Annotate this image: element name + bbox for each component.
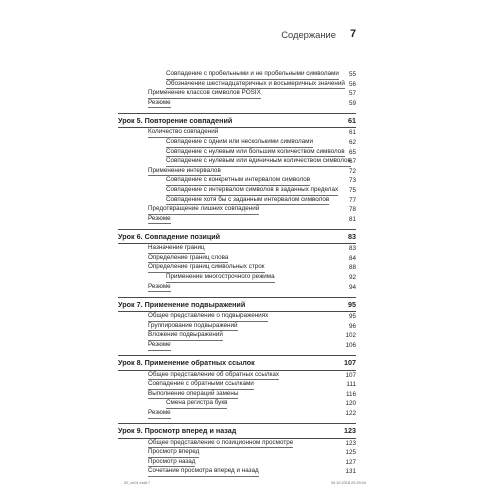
toc-lesson-heading [118, 424, 356, 437]
entry-title: Группирование подвыражений [148, 322, 238, 332]
entry-page-number: 73 [348, 177, 356, 185]
toc-entry [118, 390, 356, 400]
toc-entry [118, 371, 356, 381]
entry-title: Совпадение с конкретным интервалом символов [166, 176, 310, 186]
section-title: Содержание [281, 29, 336, 40]
folio-timestamp: 09.10.2018 20:29:04 [331, 481, 366, 485]
toc-lesson-heading [118, 114, 356, 127]
entry-title: Совпадение с одним или несколькими символами [166, 138, 313, 148]
entry-title: Совпадение с нулевым или большим количеством символов [166, 148, 345, 158]
entry-title: Смена регистра букв [166, 399, 227, 409]
entry-page-number: 84 [348, 254, 356, 262]
toc-entry [118, 409, 356, 419]
lesson-title: Урок 9. Просмотр вперед и назад [118, 426, 237, 436]
toc-entry [118, 176, 356, 186]
entry-title: Сочетание просмотра вперед и назад [148, 467, 259, 477]
entry-title: Просмотр вперед [148, 448, 199, 458]
entry-page-number: 55 [348, 71, 356, 78]
entry-title: Общее представление о подвыражениях [148, 312, 268, 322]
toc-entry [118, 273, 356, 283]
toc-lesson-heading [118, 230, 356, 243]
toc-entry [118, 89, 356, 99]
toc-entry [118, 244, 356, 254]
entry-title: Применение интервалов [148, 167, 221, 177]
entry-title: Совпадение с обратными ссылками [148, 380, 254, 390]
toc-entry [118, 128, 356, 138]
toc-entry [118, 439, 356, 449]
entry-title: Общее представление об обратных ссылках [148, 371, 279, 381]
entry-title: Совпадение с нулевым или единичным количеством символов [166, 157, 351, 167]
toc-entry [118, 380, 356, 390]
entry-page-number: 81 [348, 215, 356, 223]
entry-title: Обозначение шестнадцатеричных и восьмеричных значений [166, 80, 345, 90]
entry-title: Вложение подвыражений [148, 331, 223, 341]
entry-title: Резюме [148, 341, 171, 351]
entry-page-number: 123 [345, 439, 356, 447]
entry-page-number: 88 [348, 264, 356, 272]
entry-title: Резюме [148, 99, 171, 109]
entry-page-number: 83 [348, 245, 356, 253]
entry-page-number: 95 [348, 313, 356, 321]
entry-page-number: 107 [344, 358, 356, 368]
entry-page-number: 106 [345, 342, 356, 350]
toc-entry [118, 157, 356, 167]
entry-page-number: 72 [348, 167, 356, 175]
entry-page-number: 120 [345, 400, 356, 408]
entry-title: Выполнение операций замены [148, 390, 238, 400]
entry-page-number: 92 [348, 274, 356, 282]
toc-entry [118, 312, 356, 322]
entry-title: Резюме [148, 215, 171, 225]
entry-page-number: 107 [345, 371, 356, 379]
toc-lesson-heading [118, 298, 356, 311]
toc-entry [118, 205, 356, 215]
lesson-title: Урок 7. Применение подвыражений [118, 299, 246, 309]
entry-page-number: 116 [345, 390, 356, 398]
entry-title: Совпадение с пробельными и не пробельными символами [166, 70, 339, 80]
entry-title: Совпадение хотя бы с заданным интервалом символов [166, 196, 329, 206]
entry-page-number: 95 [348, 299, 356, 309]
entry-title: Общее представление о позиционном просмотре [148, 439, 293, 449]
entry-title: Резюме [148, 283, 171, 293]
lesson-title: Урок 8. Применение обратных ссылок [118, 358, 255, 368]
lesson-title: Урок 5. Повторение совпадений [118, 115, 233, 125]
entry-page-number: 125 [345, 449, 356, 457]
toc-entry [118, 283, 356, 293]
entry-page-number: 57 [348, 90, 356, 98]
toc-entry [118, 322, 356, 332]
toc-entry [118, 254, 356, 264]
entry-page-number: 94 [348, 283, 356, 291]
entry-page-number: 78 [348, 206, 356, 214]
entry-page-number: 56 [348, 80, 356, 88]
toc-entry [118, 331, 356, 341]
running-head [118, 28, 356, 42]
toc-entry [118, 399, 356, 409]
lesson-title: Урок 6. Совпадение позиций [118, 231, 221, 241]
page-number: 7 [350, 28, 356, 40]
toc-entry [118, 186, 356, 196]
toc-entry [118, 99, 356, 109]
toc-entry [118, 80, 356, 90]
toc-entry [118, 467, 356, 477]
toc-entry [118, 458, 356, 468]
entry-title: Просмотр назад [148, 458, 195, 468]
entry-page-number: 111 [346, 381, 356, 389]
entry-page-number: 123 [344, 426, 356, 436]
entry-title: Резюме [148, 409, 171, 419]
entry-page-number: 96 [348, 322, 356, 330]
toc-entry [118, 263, 356, 273]
entry-page-number: 62 [348, 138, 356, 146]
entry-page-number: 61 [348, 129, 356, 137]
entry-page-number: 65 [348, 148, 356, 156]
toc-entry [118, 196, 356, 206]
folio-file-name: 02_ch01.indd 7 [124, 481, 150, 485]
entry-page-number: 83 [348, 231, 356, 241]
toc-entry [118, 70, 356, 80]
entry-page-number: 67 [348, 158, 356, 166]
toc-entry [118, 215, 356, 225]
entry-title: Совпадение с интервалом символов в заданных пределах [166, 186, 338, 196]
entry-title: Назначение границ [148, 244, 205, 254]
entry-page-number: 122 [345, 409, 356, 417]
entry-page-number: 59 [348, 99, 356, 107]
entry-page-number: 61 [348, 115, 356, 125]
print-folio [0, 478, 500, 488]
entry-title: Предотвращение лишних совпадений [148, 205, 259, 215]
entry-title: Применение многострочного режима [166, 273, 275, 283]
entry-title: Количество совпадений [148, 128, 218, 138]
entry-page-number: 127 [345, 458, 356, 466]
entry-title: Определение границ символьных строк [148, 263, 265, 273]
entry-title: Определение границ слова [148, 254, 228, 264]
entry-page-number: 77 [348, 196, 356, 204]
toc-lesson-heading [118, 356, 356, 369]
toc-entry [118, 448, 356, 458]
entry-title: Применение классов символов POSIX [148, 89, 261, 99]
entry-page-number: 131 [345, 468, 356, 476]
entry-page-number: 75 [348, 186, 356, 194]
table-of-contents [118, 70, 356, 477]
toc-entry [118, 138, 356, 148]
toc-entry [118, 341, 356, 351]
toc-entry [118, 148, 356, 158]
entry-page-number: 102 [345, 332, 356, 340]
toc-entry [118, 167, 356, 177]
